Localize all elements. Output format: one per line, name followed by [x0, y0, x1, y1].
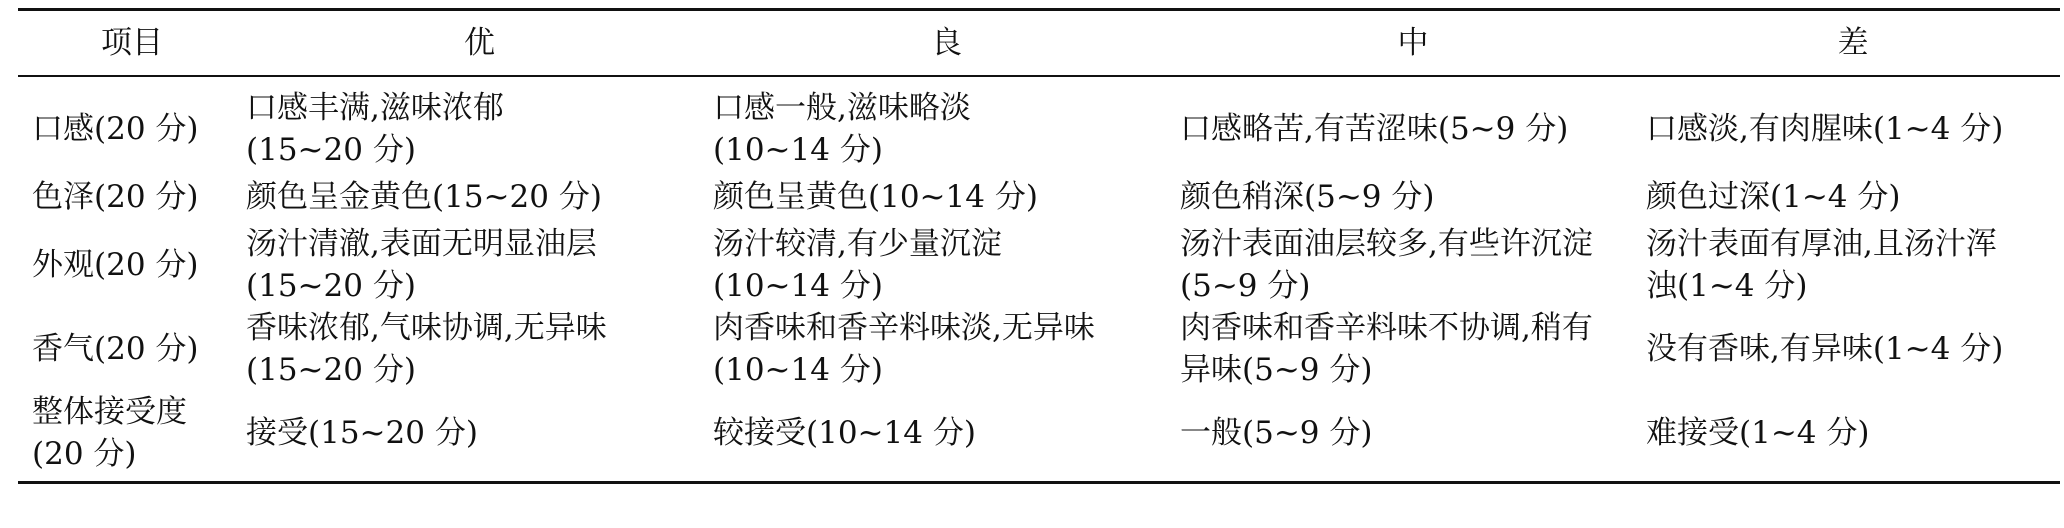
sensory-scoring-table: [18, 8, 2060, 484]
grade-cell-excellent: [246, 76, 713, 171]
grade-cell-excellent: [246, 223, 713, 307]
criteria-line: 难接受(1~4 分): [1646, 415, 1870, 451]
criteria-line: (15~20 分): [246, 268, 416, 304]
criteria-line: 汤汁表面油层较多,有些许沉淀: [1180, 226, 1593, 262]
criteria-line: 较接受(10~14 分): [713, 415, 976, 451]
grade-cell-medium: [1180, 307, 1646, 391]
row-item-cell: [18, 391, 246, 483]
criteria-line: 一般(5~9 分): [1180, 415, 1373, 451]
criteria-line: 口感丰满,滋味浓郁: [246, 90, 504, 126]
grade-cell-excellent: [246, 307, 713, 391]
criteria-line: (10~14 分): [713, 268, 883, 304]
row-item-cell: [18, 223, 246, 307]
criteria-line: 颜色呈黄色(10~14 分): [713, 179, 1038, 215]
table-row: [18, 391, 2060, 483]
header-row: [18, 10, 2060, 77]
criteria-line: (10~14 分): [713, 352, 883, 388]
header-poor: 差: [1646, 10, 2060, 77]
item-label-line: 整体接受度: [32, 394, 187, 430]
criteria-line: 肉香味和香辛料味淡,无异味: [713, 310, 1095, 346]
grade-cell-medium: [1180, 223, 1646, 307]
criteria-line: 香味浓郁,气味协调,无异味: [246, 310, 607, 346]
table-body: [18, 76, 2060, 483]
item-label-line: (20 分): [32, 436, 137, 472]
criteria-line: 接受(15~20 分): [246, 415, 478, 451]
grade-cell-good: [713, 223, 1180, 307]
item-label-line: 外观(20 分): [32, 247, 199, 283]
criteria-line: 异味(5~9 分): [1180, 352, 1373, 388]
header-item: 项目: [18, 10, 246, 77]
grade-cell-poor: [1646, 391, 2060, 483]
grade-cell-good: [713, 391, 1180, 483]
criteria-line: (5~9 分): [1180, 268, 1311, 304]
header-excellent: 优: [246, 10, 713, 77]
criteria-line: 浊(1~4 分): [1646, 268, 1808, 304]
table-row: [18, 171, 2060, 223]
item-label-line: 香气(20 分): [32, 331, 199, 367]
table-row: [18, 307, 2060, 391]
criteria-line: 颜色呈金黄色(15~20 分): [246, 179, 602, 215]
table-header: [18, 10, 2060, 77]
criteria-line: (10~14 分): [713, 132, 883, 168]
grade-cell-medium: [1180, 391, 1646, 483]
grade-cell-excellent: [246, 391, 713, 483]
grade-cell-good: [713, 76, 1180, 171]
item-label-line: 口感(20 分): [32, 111, 199, 147]
criteria-line: 肉香味和香辛料味不协调,稍有: [1180, 310, 1593, 346]
criteria-line: 口感略苦,有苦涩味(5~9 分): [1180, 111, 1569, 147]
grade-cell-poor: [1646, 307, 2060, 391]
grade-cell-medium: [1180, 76, 1646, 171]
criteria-line: 口感一般,滋味略淡: [713, 90, 971, 126]
header-good: 良: [713, 10, 1180, 77]
criteria-line: 汤汁清澈,表面无明显油层: [246, 226, 597, 262]
grade-cell-excellent: [246, 171, 713, 223]
grade-cell-medium: [1180, 171, 1646, 223]
grade-cell-poor: [1646, 76, 2060, 171]
criteria-line: 颜色过深(1~4 分): [1646, 179, 1901, 215]
criteria-line: 汤汁表面有厚油,且汤汁浑: [1646, 226, 1997, 262]
row-item-cell: [18, 171, 246, 223]
grade-cell-good: [713, 307, 1180, 391]
row-item-cell: [18, 76, 246, 171]
table-row: [18, 76, 2060, 171]
criteria-line: 颜色稍深(5~9 分): [1180, 179, 1435, 215]
grade-cell-good: [713, 171, 1180, 223]
header-medium: 中: [1180, 10, 1646, 77]
criteria-line: 汤汁较清,有少量沉淀: [713, 226, 1002, 262]
criteria-line: 没有香味,有异味(1~4 分): [1646, 331, 2004, 367]
row-item-cell: [18, 307, 246, 391]
criteria-line: 口感淡,有肉腥味(1~4 分): [1646, 111, 2004, 147]
item-label-line: 色泽(20 分): [32, 179, 199, 215]
grade-cell-poor: [1646, 171, 2060, 223]
grade-cell-poor: [1646, 223, 2060, 307]
criteria-line: (15~20 分): [246, 352, 416, 388]
criteria-line: (15~20 分): [246, 132, 416, 168]
table-row: [18, 223, 2060, 307]
